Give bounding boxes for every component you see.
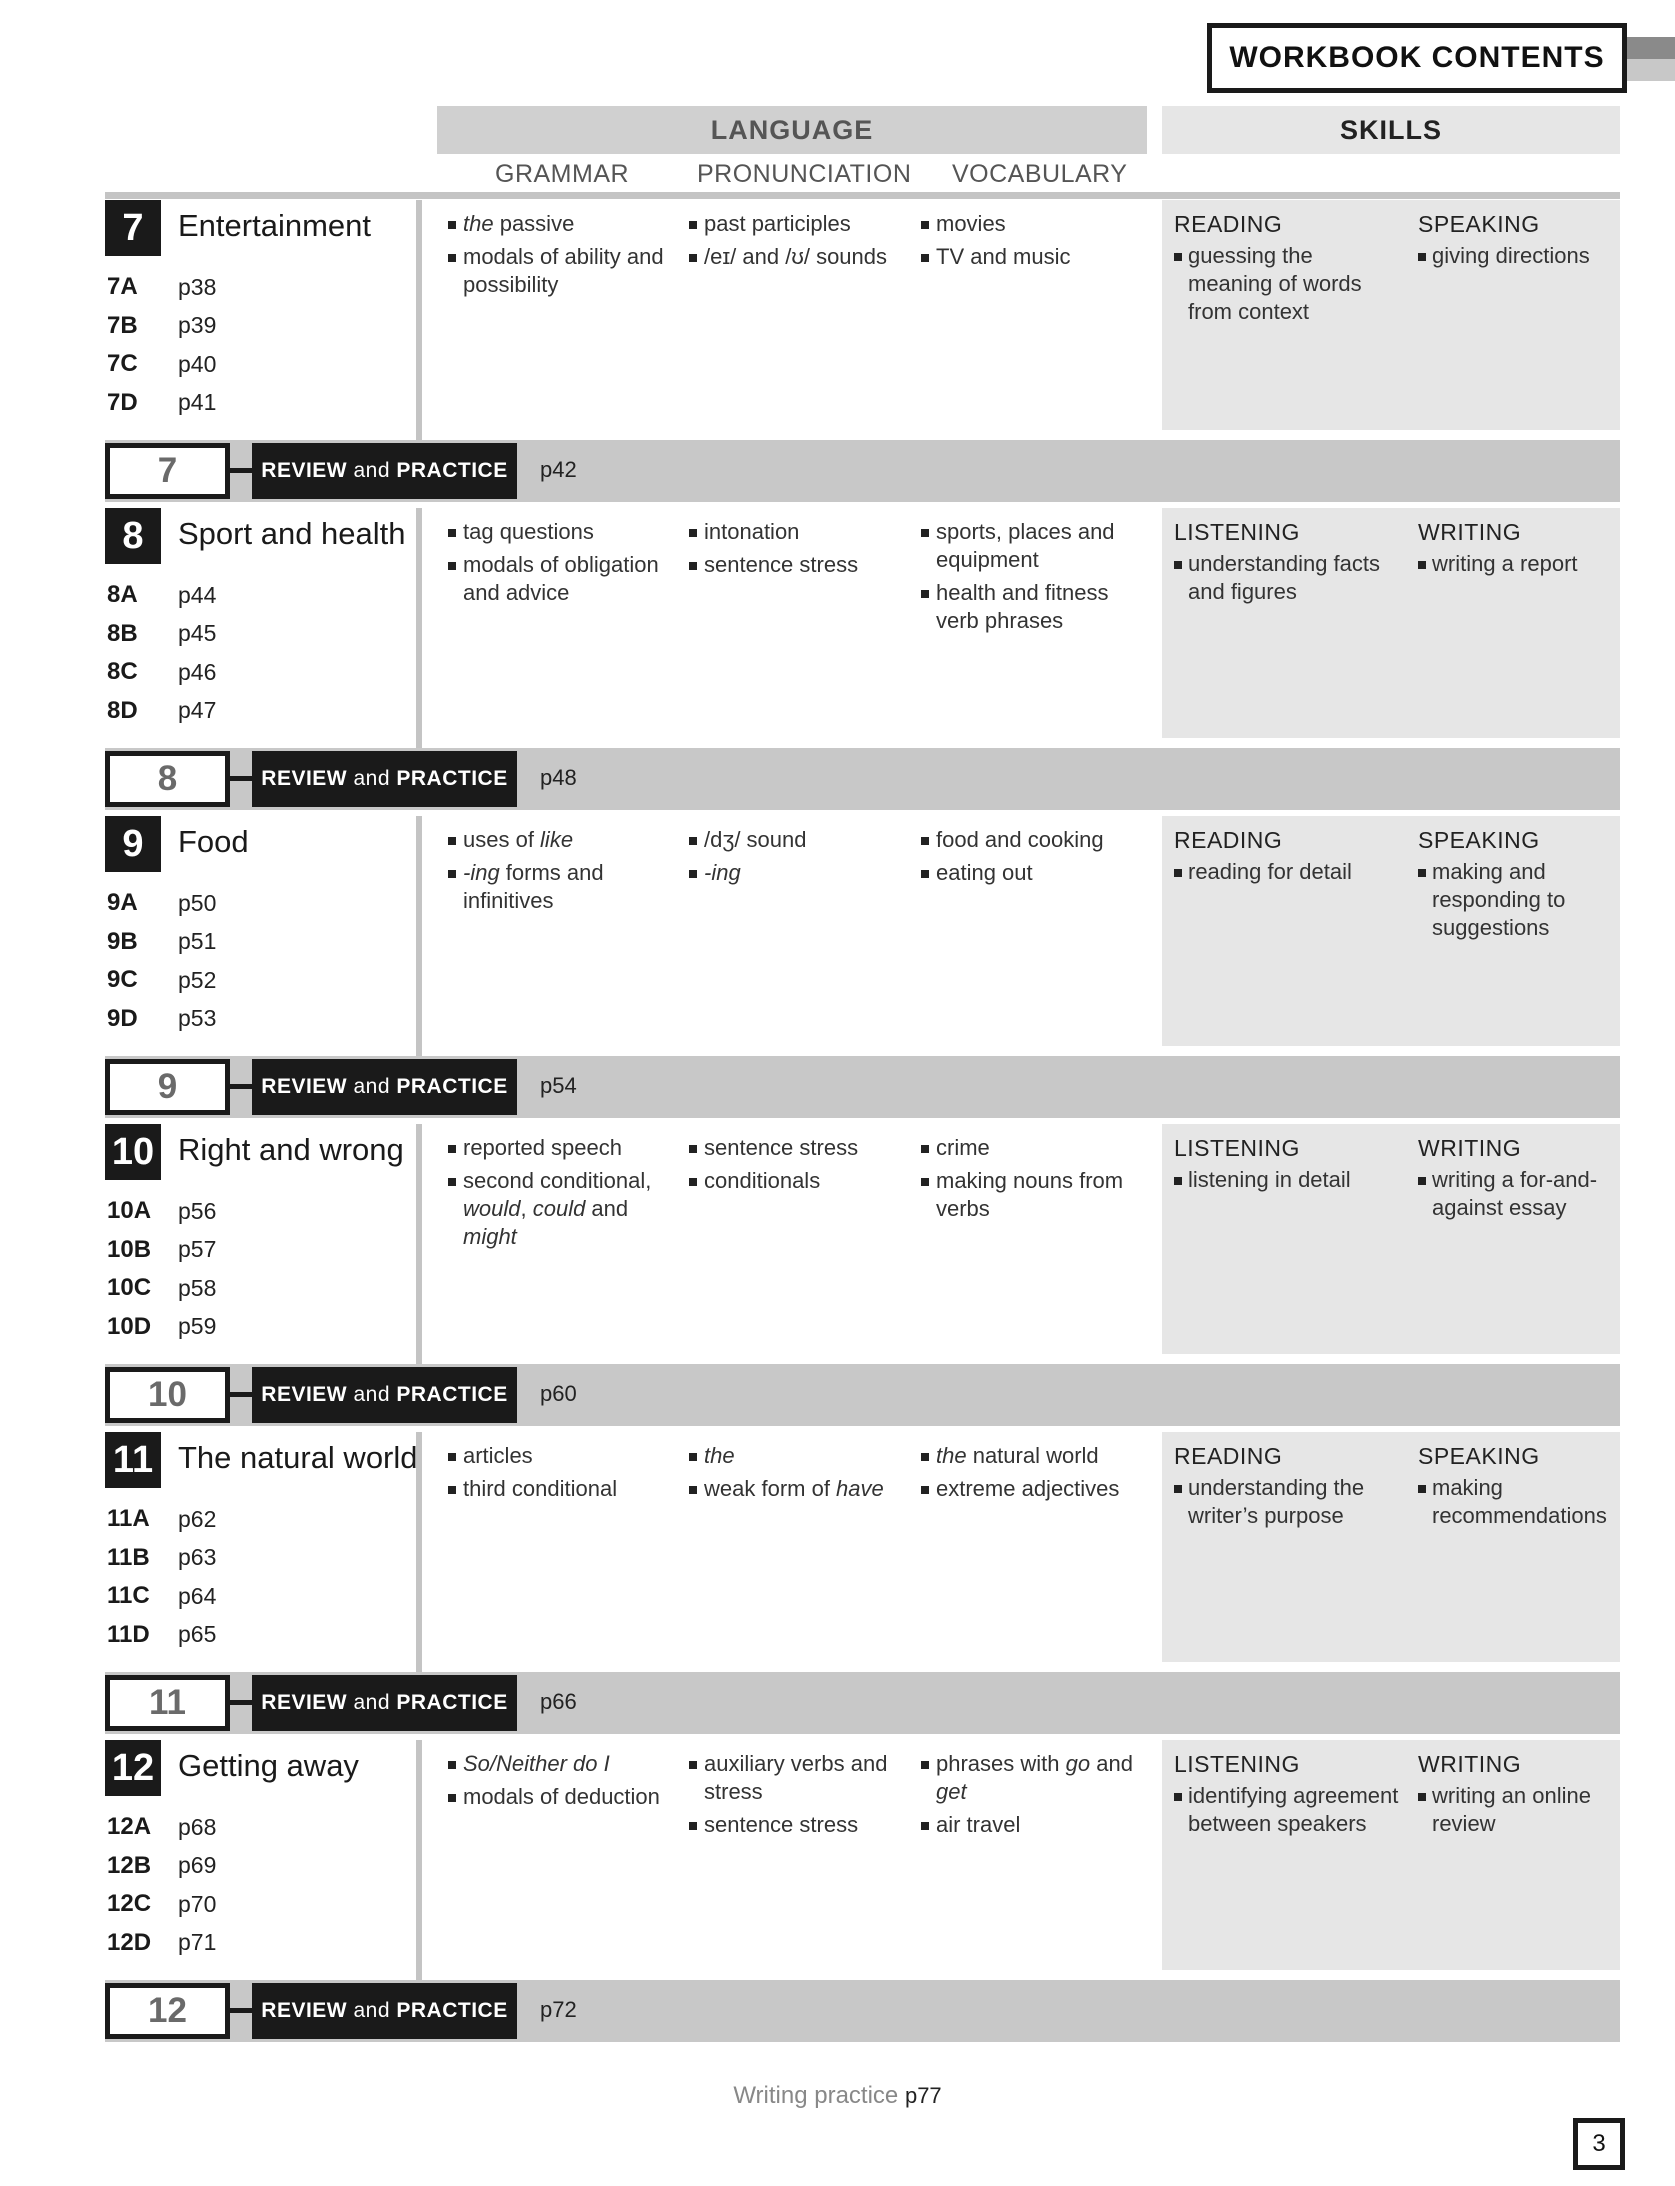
grammar-list bbox=[447, 210, 677, 304]
skill-secondary-item: writing a report bbox=[1418, 550, 1613, 578]
lesson-code: 11C bbox=[107, 1582, 150, 1610]
unit-number: 8 bbox=[105, 508, 161, 564]
lesson-row[interactable] bbox=[107, 615, 216, 654]
lesson-row[interactable] bbox=[107, 307, 216, 346]
grammar-list bbox=[447, 1750, 677, 1816]
review-practice-word: PRACTICE bbox=[396, 1075, 508, 1098]
grammar-list-item: modals of obligation and advice bbox=[447, 551, 677, 607]
skill-secondary bbox=[1418, 826, 1613, 942]
review-unit-number: 10 bbox=[105, 1367, 230, 1423]
pronunciation-list-item: /dʒ/ sound bbox=[688, 826, 908, 854]
pronunciation-list bbox=[688, 210, 908, 276]
skill-secondary-item: making recommendations bbox=[1418, 1474, 1613, 1530]
skill-primary-heading: LISTENING bbox=[1174, 1751, 1300, 1777]
unit-title[interactable]: Right and wrong bbox=[178, 1132, 404, 1167]
lesson-row[interactable] bbox=[107, 1539, 216, 1578]
review-connector bbox=[230, 1392, 252, 1397]
review-and: and bbox=[353, 1383, 391, 1406]
skill-secondary-item: making and responding to suggestions bbox=[1418, 858, 1613, 942]
pronunciation-list-item: past participles bbox=[688, 210, 908, 238]
lesson-row[interactable] bbox=[107, 1231, 216, 1270]
skill-primary-item: guessing the meaning of words from context bbox=[1174, 242, 1399, 326]
skill-primary-heading: LISTENING bbox=[1174, 1135, 1300, 1161]
grammar-list-item: -ing forms and infinitives bbox=[447, 859, 677, 915]
pronunciation-list bbox=[688, 1134, 908, 1200]
skill-primary-item: reading for detail bbox=[1174, 858, 1399, 886]
lesson-code: 9B bbox=[107, 927, 138, 955]
unit-number: 7 bbox=[105, 200, 161, 256]
lesson-row[interactable] bbox=[107, 1269, 216, 1308]
vocabulary-list-item: sports, places and equipment bbox=[920, 518, 1140, 574]
skills-panel bbox=[1162, 816, 1620, 1046]
lesson-row[interactable] bbox=[107, 1808, 216, 1847]
review-practice-bar[interactable] bbox=[105, 1056, 1620, 1118]
header-divider bbox=[105, 192, 1620, 199]
lesson-code: 10A bbox=[107, 1197, 152, 1225]
skill-primary-item: listening in detail bbox=[1174, 1166, 1399, 1194]
lesson-list bbox=[107, 884, 216, 1038]
grammar-list-item: modals of deduction bbox=[447, 1783, 677, 1811]
lesson-page: p68 bbox=[178, 1813, 217, 1840]
pronunciation-list-item: sentence stress bbox=[688, 551, 908, 579]
review-practice-word: PRACTICE bbox=[396, 1999, 508, 2022]
vocabulary-list-item: phrases with go and get bbox=[920, 1750, 1140, 1806]
unit-number: 9 bbox=[105, 816, 161, 872]
skill-primary-item: identifying agreement between speakers bbox=[1174, 1782, 1399, 1838]
lesson-page: p53 bbox=[178, 1005, 217, 1032]
vocabulary-list-item: TV and music bbox=[920, 243, 1140, 271]
title-tab-decoration bbox=[1627, 37, 1675, 59]
review-label bbox=[252, 1675, 517, 1731]
skill-primary bbox=[1174, 518, 1399, 606]
review-practice-word: PRACTICE bbox=[396, 459, 508, 482]
lesson-row[interactable] bbox=[107, 384, 216, 423]
review-label bbox=[252, 751, 517, 807]
lesson-page: p56 bbox=[178, 1197, 217, 1224]
lesson-page: p41 bbox=[178, 389, 217, 416]
grammar-list-item: second conditional, would, could and might bbox=[447, 1167, 677, 1251]
skill-secondary-heading: WRITING bbox=[1418, 1135, 1522, 1161]
review-word: REVIEW bbox=[261, 1075, 348, 1098]
unit-header bbox=[105, 200, 422, 440]
pronunciation-list-item: auxiliary verbs and stress bbox=[688, 1750, 908, 1806]
review-practice-bar[interactable] bbox=[105, 1672, 1620, 1734]
skill-primary bbox=[1174, 826, 1399, 886]
skill-secondary bbox=[1418, 1442, 1613, 1530]
review-unit-number: 12 bbox=[105, 1983, 230, 2039]
lesson-code: 7C bbox=[107, 350, 138, 378]
review-label bbox=[252, 443, 517, 499]
lesson-code: 8A bbox=[107, 581, 138, 609]
lesson-page: p47 bbox=[178, 697, 217, 724]
skills-panel bbox=[1162, 1124, 1620, 1354]
review-page: p60 bbox=[540, 1381, 577, 1406]
lesson-code: 9C bbox=[107, 966, 138, 994]
lesson-code: 8D bbox=[107, 696, 138, 724]
lesson-row[interactable] bbox=[107, 961, 216, 1000]
review-practice-word: PRACTICE bbox=[396, 1691, 508, 1714]
skill-secondary bbox=[1418, 518, 1613, 578]
lesson-code: 10D bbox=[107, 1312, 152, 1340]
review-and: and bbox=[353, 459, 391, 482]
writing-practice-page: p77 bbox=[904, 2083, 942, 2108]
lesson-row[interactable] bbox=[107, 1847, 216, 1886]
lesson-row[interactable] bbox=[107, 1616, 216, 1655]
unit-header bbox=[105, 1740, 422, 1980]
grammar-list-item: tag questions bbox=[447, 518, 677, 546]
review-connector bbox=[230, 2008, 252, 2013]
review-word: REVIEW bbox=[261, 1999, 348, 2022]
lesson-list bbox=[107, 1500, 216, 1654]
lesson-page: p63 bbox=[178, 1544, 217, 1571]
lesson-page: p52 bbox=[178, 966, 217, 993]
lesson-code: 10B bbox=[107, 1235, 152, 1263]
grammar-list-item: the passive bbox=[447, 210, 677, 238]
lesson-page: p64 bbox=[178, 1582, 217, 1609]
lesson-row[interactable] bbox=[107, 692, 216, 731]
skill-primary-heading: LISTENING bbox=[1174, 519, 1300, 545]
skill-primary bbox=[1174, 1750, 1399, 1838]
review-unit-number: 9 bbox=[105, 1059, 230, 1115]
lesson-row[interactable] bbox=[107, 1885, 216, 1924]
pronunciation-list bbox=[688, 518, 908, 584]
review-practice-bar[interactable] bbox=[105, 1364, 1620, 1426]
unit-number: 12 bbox=[105, 1740, 161, 1796]
review-practice-bar[interactable] bbox=[105, 1980, 1620, 2042]
unit-number: 11 bbox=[105, 1432, 161, 1488]
grammar-list bbox=[447, 826, 677, 920]
lesson-page: p40 bbox=[178, 350, 217, 377]
skill-primary bbox=[1174, 210, 1399, 326]
vocabulary-list bbox=[920, 826, 1140, 892]
pronunciation-list-item: the bbox=[688, 1442, 908, 1470]
pronunciation-list-item: conditionals bbox=[688, 1167, 908, 1195]
skill-primary-heading: READING bbox=[1174, 1443, 1283, 1469]
pronunciation-list-item: sentence stress bbox=[688, 1134, 908, 1162]
page-title: WORKBOOK CONTENTS bbox=[1207, 23, 1627, 93]
unit-section bbox=[105, 200, 1620, 440]
vocabulary-list-item: the natural world bbox=[920, 1442, 1140, 1470]
lesson-row[interactable] bbox=[107, 1577, 216, 1616]
skill-secondary-heading: WRITING bbox=[1418, 519, 1522, 545]
lesson-row[interactable] bbox=[107, 1924, 216, 1963]
unit-section bbox=[105, 1740, 1620, 1980]
lesson-row[interactable] bbox=[107, 268, 216, 307]
pronunciation-list bbox=[688, 826, 908, 892]
vocabulary-list bbox=[920, 1442, 1140, 1508]
lesson-code: 12C bbox=[107, 1890, 152, 1918]
vocabulary-header: VOCABULARY bbox=[952, 160, 1128, 188]
lesson-code: 11A bbox=[107, 1505, 150, 1533]
vocabulary-list bbox=[920, 210, 1140, 276]
vocabulary-list-item: eating out bbox=[920, 859, 1140, 887]
unit-title[interactable]: Getting away bbox=[178, 1748, 359, 1783]
skill-secondary bbox=[1418, 210, 1613, 270]
grammar-list bbox=[447, 1442, 677, 1508]
lesson-list bbox=[107, 1192, 216, 1346]
lesson-row[interactable] bbox=[107, 345, 216, 384]
review-and: and bbox=[353, 1075, 391, 1098]
lesson-code: 9A bbox=[107, 889, 138, 917]
lesson-page: p45 bbox=[178, 620, 217, 647]
lesson-row[interactable] bbox=[107, 1000, 216, 1039]
review-unit-number: 11 bbox=[105, 1675, 230, 1731]
review-connector bbox=[230, 468, 252, 473]
review-unit-number: 7 bbox=[105, 443, 230, 499]
lesson-list bbox=[107, 576, 216, 730]
skill-secondary-item: writing an online review bbox=[1418, 1782, 1613, 1838]
review-page: p42 bbox=[540, 457, 577, 482]
lesson-row[interactable] bbox=[107, 576, 216, 615]
review-connector bbox=[230, 1084, 252, 1089]
lesson-row[interactable] bbox=[107, 884, 216, 923]
pronunciation-list-item: weak form of have bbox=[688, 1475, 908, 1503]
lesson-list bbox=[107, 268, 216, 422]
skill-secondary bbox=[1418, 1134, 1613, 1222]
review-page: p54 bbox=[540, 1073, 577, 1098]
review-and: and bbox=[353, 767, 391, 790]
skill-secondary-heading: SPEAKING bbox=[1418, 827, 1540, 853]
lesson-code: 11D bbox=[107, 1620, 150, 1648]
language-header: LANGUAGE bbox=[437, 106, 1147, 154]
skills-panel bbox=[1162, 508, 1620, 738]
unit-header bbox=[105, 1124, 422, 1364]
review-practice-bar[interactable] bbox=[105, 440, 1620, 502]
vocabulary-list-item: food and cooking bbox=[920, 826, 1140, 854]
grammar-list bbox=[447, 518, 677, 612]
lesson-page: p59 bbox=[178, 1313, 217, 1340]
review-practice-word: PRACTICE bbox=[396, 767, 508, 790]
skill-primary-item: understanding facts and figures bbox=[1174, 550, 1399, 606]
vocabulary-list-item: movies bbox=[920, 210, 1140, 238]
skills-panel bbox=[1162, 200, 1620, 430]
lesson-page: p46 bbox=[178, 658, 217, 685]
writing-practice-label: Writing practice bbox=[733, 2082, 899, 2109]
grammar-header: GRAMMAR bbox=[495, 160, 630, 188]
skill-primary-heading: READING bbox=[1174, 211, 1283, 237]
skill-primary bbox=[1174, 1442, 1399, 1530]
page-number: 3 bbox=[1573, 2118, 1625, 2170]
review-word: REVIEW bbox=[261, 459, 348, 482]
lesson-page: p58 bbox=[178, 1274, 217, 1301]
grammar-list-item: So/Neither do I bbox=[447, 1750, 677, 1778]
lesson-code: 8C bbox=[107, 658, 138, 686]
review-word: REVIEW bbox=[261, 1691, 348, 1714]
vocabulary-list-item: extreme adjectives bbox=[920, 1475, 1140, 1503]
vocabulary-list bbox=[920, 1750, 1140, 1844]
review-practice-word: PRACTICE bbox=[396, 1383, 508, 1406]
lesson-code: 12D bbox=[107, 1928, 152, 1956]
skill-primary-item: understanding the writer’s purpose bbox=[1174, 1474, 1399, 1530]
lesson-page: p51 bbox=[178, 928, 217, 955]
grammar-list-item: third conditional bbox=[447, 1475, 677, 1503]
skill-secondary-heading: WRITING bbox=[1418, 1751, 1522, 1777]
unit-section bbox=[105, 1432, 1620, 1672]
lesson-code: 7B bbox=[107, 311, 138, 339]
lesson-page: p50 bbox=[178, 889, 217, 916]
review-page: p72 bbox=[540, 1997, 577, 2022]
review-label bbox=[252, 1367, 517, 1423]
skill-primary-heading: READING bbox=[1174, 827, 1283, 853]
lesson-code: 9D bbox=[107, 1004, 138, 1032]
lesson-code: 11B bbox=[107, 1543, 150, 1571]
review-unit-number: 8 bbox=[105, 751, 230, 807]
unit-title[interactable]: The natural world bbox=[178, 1440, 418, 1475]
skills-header: SKILLS bbox=[1162, 106, 1620, 154]
lesson-list bbox=[107, 1808, 216, 1962]
lesson-page: p44 bbox=[178, 581, 217, 608]
pronunciation-header: PRONUNCIATION bbox=[697, 160, 912, 188]
lesson-row[interactable] bbox=[107, 653, 216, 692]
unit-header bbox=[105, 1432, 422, 1672]
review-connector bbox=[230, 1700, 252, 1705]
grammar-list-item: reported speech bbox=[447, 1134, 677, 1162]
skills-panel bbox=[1162, 1740, 1620, 1970]
review-word: REVIEW bbox=[261, 767, 348, 790]
review-and: and bbox=[353, 1999, 391, 2022]
unit-title[interactable]: Entertainment bbox=[178, 208, 371, 243]
skill-secondary-heading: SPEAKING bbox=[1418, 211, 1540, 237]
skill-secondary-heading: SPEAKING bbox=[1418, 1443, 1540, 1469]
review-label bbox=[252, 1983, 517, 2039]
unit-title[interactable]: Food bbox=[178, 824, 249, 859]
unit-title[interactable]: Sport and health bbox=[178, 516, 406, 551]
lesson-row[interactable] bbox=[107, 1308, 216, 1347]
pronunciation-list-item: sentence stress bbox=[688, 1811, 908, 1839]
review-and: and bbox=[353, 1691, 391, 1714]
lesson-code: 12B bbox=[107, 1851, 152, 1879]
pronunciation-list bbox=[688, 1750, 908, 1844]
lesson-code: 10C bbox=[107, 1274, 152, 1302]
lesson-row[interactable] bbox=[107, 923, 216, 962]
grammar-list bbox=[447, 1134, 677, 1256]
unit-section bbox=[105, 816, 1620, 1056]
pronunciation-list-item: -ing bbox=[688, 859, 908, 887]
pronunciation-list-item: intonation bbox=[688, 518, 908, 546]
review-connector bbox=[230, 776, 252, 781]
vocabulary-list-item: air travel bbox=[920, 1811, 1140, 1839]
lesson-page: p57 bbox=[178, 1236, 217, 1263]
unit-header bbox=[105, 508, 422, 748]
lesson-code: 7A bbox=[107, 273, 138, 301]
lesson-page: p70 bbox=[178, 1890, 217, 1917]
unit-section bbox=[105, 1124, 1620, 1364]
vocabulary-list bbox=[920, 518, 1140, 640]
skill-secondary-item: writing a for-and-against essay bbox=[1418, 1166, 1613, 1222]
unit-section bbox=[105, 508, 1620, 748]
review-word: REVIEW bbox=[261, 1383, 348, 1406]
skill-primary bbox=[1174, 1134, 1399, 1194]
grammar-list-item: uses of like bbox=[447, 826, 677, 854]
skills-panel bbox=[1162, 1432, 1620, 1662]
lesson-row[interactable] bbox=[107, 1192, 216, 1231]
lesson-code: 12A bbox=[107, 1813, 152, 1841]
pronunciation-list-item: /eɪ/ and /ʊ/ sounds bbox=[688, 243, 908, 271]
lesson-page: p39 bbox=[178, 312, 217, 339]
vocabulary-list-item: health and fitness verb phrases bbox=[920, 579, 1140, 635]
unit-header bbox=[105, 816, 422, 1056]
grammar-list-item: modals of ability and possibility bbox=[447, 243, 677, 299]
lesson-code: 8B bbox=[107, 619, 138, 647]
lesson-page: p62 bbox=[178, 1505, 217, 1532]
lesson-row[interactable] bbox=[107, 1500, 216, 1539]
title-tab-decoration bbox=[1627, 59, 1675, 81]
lesson-code: 7D bbox=[107, 388, 138, 416]
grammar-list-item: articles bbox=[447, 1442, 677, 1470]
lesson-page: p38 bbox=[178, 273, 217, 300]
review-page: p48 bbox=[540, 765, 577, 790]
lesson-page: p65 bbox=[178, 1621, 217, 1648]
writing-practice[interactable] bbox=[0, 2082, 1675, 2110]
vocabulary-list-item: crime bbox=[920, 1134, 1140, 1162]
review-label bbox=[252, 1059, 517, 1115]
review-page: p66 bbox=[540, 1689, 577, 1714]
unit-number: 10 bbox=[105, 1124, 161, 1180]
lesson-page: p71 bbox=[178, 1929, 217, 1956]
pronunciation-list bbox=[688, 1442, 908, 1508]
skill-secondary bbox=[1418, 1750, 1613, 1838]
vocabulary-list bbox=[920, 1134, 1140, 1228]
lesson-page: p69 bbox=[178, 1852, 217, 1879]
skill-secondary-item: giving directions bbox=[1418, 242, 1613, 270]
vocabulary-list-item: making nouns from verbs bbox=[920, 1167, 1140, 1223]
review-practice-bar[interactable] bbox=[105, 748, 1620, 810]
